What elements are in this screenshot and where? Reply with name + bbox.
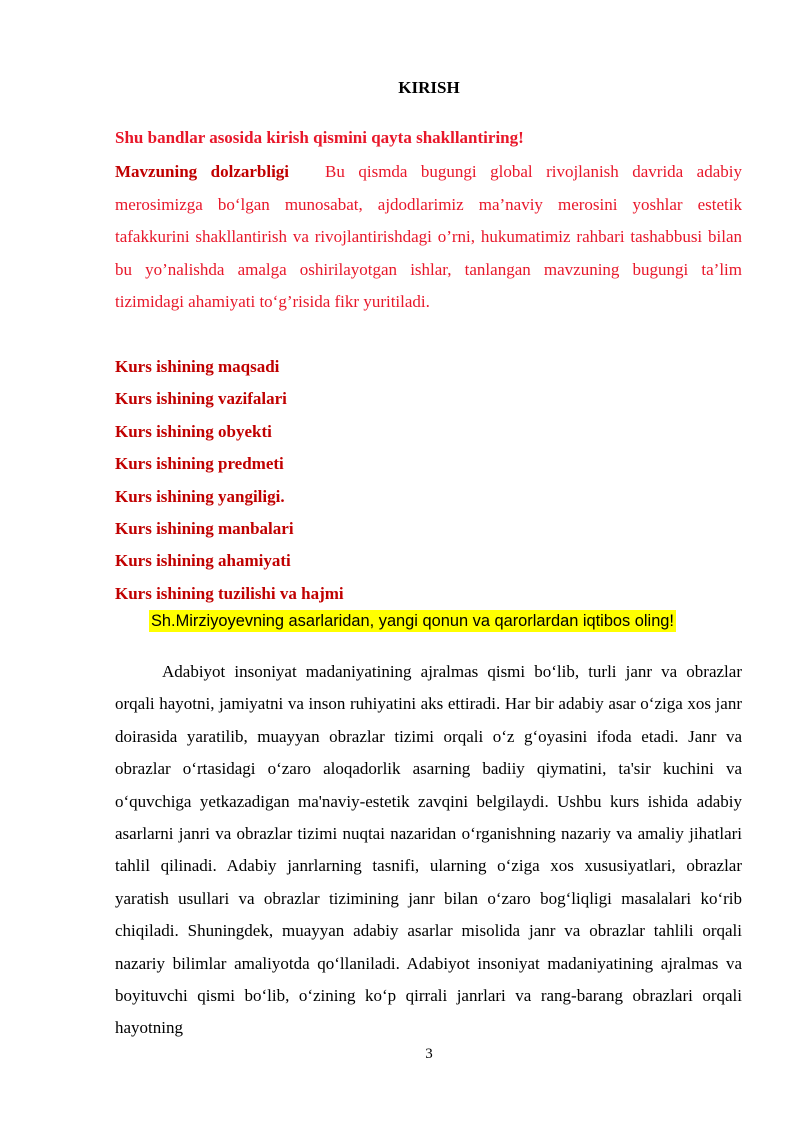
section-item: Kurs ishining obyekti	[115, 421, 272, 441]
section-item: Kurs ishining manbalari	[115, 519, 294, 539]
instruction-line: Shu bandlar asosida kirish qismini qayta shakllantiring!	[115, 128, 524, 147]
section-item: Kurs ishining predmeti	[115, 454, 284, 474]
relevance-heading: Mavzuning dolzarbligi	[115, 162, 290, 181]
relevance-text: Bu qismda bugungi global rivojlanish davrida adabiy merosimizga bo‘lgan munosabat, ajdodlarimiz ma’naviy merosini yoshlar estetik tafakkurini shakllantirish va rivojlantirishdagi o’rni, hukumatimiz rahbari tashabbusi bilan bu yo’nalishda amalga oshirilayotgan ishlar, tanlangan mavzuning bugungi ta’lim tizimidagi ahamiyati to‘g’risida fikr yuritiladi.	[115, 162, 742, 312]
highlighted-note: Sh.Mirziyoyevning asarlaridan, yangi qonun va qarorlardan iqtibos oling!	[151, 612, 674, 630]
section-item: Kurs ishining vazifalari	[115, 389, 287, 409]
body-paragraph: Adabiyot insoniyat madaniyatining ajralmas qismi bo‘lib, turli janr va obrazlar orqali hayotni, jamiyatni va inson ruhiyatini aks ettiradi. Har bir adabiy asar o‘ziga xos janr doirasida yaratilib, muayyan obrazlar tizimi orqali o‘z g‘oyasini ifoda etadi. Janr va obrazlar o‘rtasidagi o‘zaro aloqadorlik asarning badiiy qiymatini, ta'sir kuchini va o‘quvchiga yetkazadigan ma'naviy-estetik zavqini belgilaydi. Ushbu kurs ishida adabiy asarlarni janri va obrazlar tizimi nuqtai nazaridan o‘rganishning nazariy va amaliy jihatlari tahlil qilinadi. Adabiy janrlarning tasnifi, ularning o‘ziga xos xususiyatlari, obrazlar yaratish usullari va obrazlar tizimining janr bilan o‘zaro bog‘liqligi masalalari ko‘rib chiqiladi. Shuningdek, muayyan adabiy asarlar misolida janr va obrazlar tahlili orqali nazariy bilimlar amaliyotda qo‘llaniladi. Adabiyot insoniyat madaniyatining ajralmas va boyituvchi qismi bo‘lib, o‘zining ko‘p qirrali janrlari va rang-barang obrazlari orqali hayotning	[115, 662, 742, 1038]
page-number: 3	[425, 1046, 433, 1062]
page-title: KIRISH	[398, 78, 460, 97]
section-item: Kurs ishining yangiligi.	[115, 486, 285, 506]
section-item: Kurs ishining tuzilishi va hajmi	[115, 583, 344, 603]
section-item: Kurs ishining maqsadi	[115, 357, 280, 376]
relevance-paragraph	[115, 156, 742, 319]
section-list	[115, 351, 344, 610]
section-item: Kurs ishining ahamiyati	[115, 551, 291, 571]
